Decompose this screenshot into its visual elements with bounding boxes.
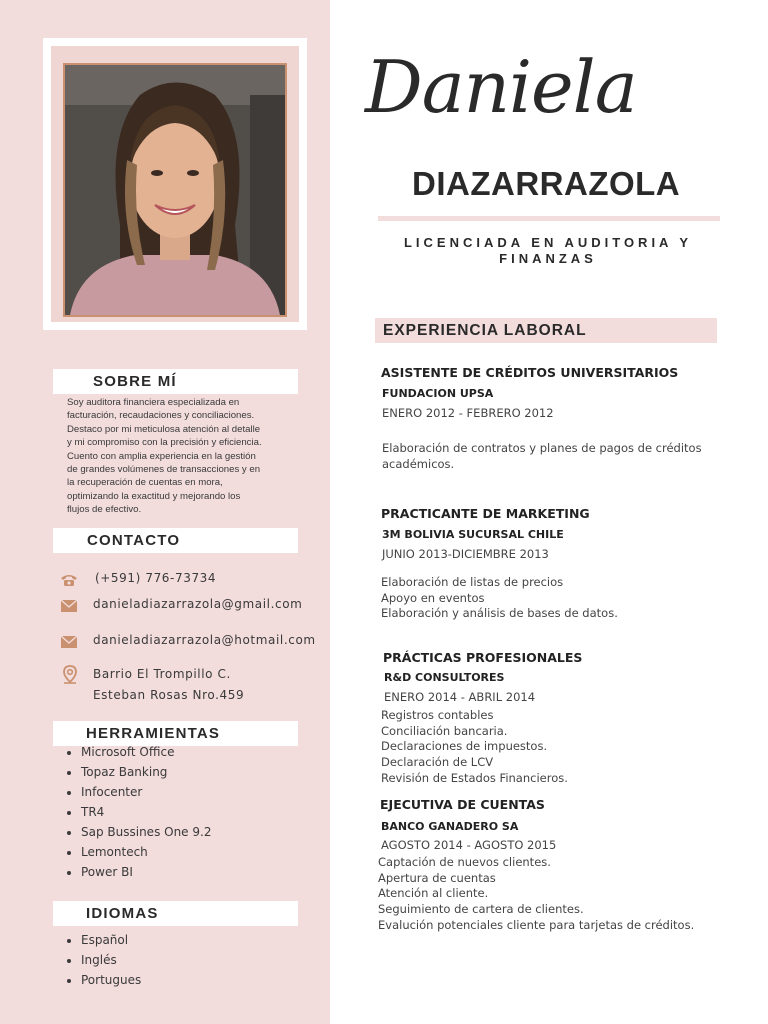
job-desc-line: Registros contables: [381, 708, 494, 722]
about-line: la recuperación de cuentas en mora,: [67, 477, 223, 489]
section-header-languages: [53, 901, 298, 926]
job-organization: BANCO GANADERO SA: [381, 820, 519, 833]
section-header-contact: [53, 528, 298, 553]
job-desc-line: académicos.: [382, 456, 455, 471]
section-title-contact: CONTACTO: [87, 532, 181, 549]
profession-title: LICENCIADA EN AUDITORIA Y FINANZAS: [403, 235, 693, 266]
job-title: PRÁCTICAS PROFESIONALES: [383, 650, 583, 665]
email-address[interactable]: danieladiazarrazola@hotmail.com: [93, 633, 316, 647]
list-item: • Microsoft Office: [81, 742, 211, 762]
job-desc-line: Elaboración y análisis de bases de datos.: [381, 606, 618, 621]
job-title: ASISTENTE DE CRÉDITOS UNIVERSITARIOS: [381, 365, 679, 380]
section-title-tools: HERRAMIENTAS: [86, 725, 221, 742]
job-organization: FUNDACION UPSA: [382, 387, 494, 400]
phone-icon: [60, 573, 78, 587]
job-date: AGOSTO 2014 - AGOSTO 2015: [381, 838, 557, 852]
job-desc-line: Declaraciones de impuestos.: [381, 739, 548, 754]
list-item: • Sap Bussines One 9.2: [81, 822, 211, 842]
about-line: facturación, recaudaciones y conciliaciones.: [67, 410, 255, 422]
job-desc-line: Conciliación bancaria.: [381, 723, 508, 738]
job-desc-line: Evalución potenciales cliente para tarjetas de créditos.: [378, 917, 695, 932]
job-desc-line: Captación de nuevos clientes.: [378, 855, 551, 869]
job-organization: 3M BOLIVIA SUCURSAL CHILE: [382, 528, 564, 541]
job-desc-line: Elaboración de listas de precios: [381, 575, 564, 589]
list-item: • Lemontech: [81, 842, 211, 862]
address-line: Barrio El Trompillo C.: [93, 667, 231, 681]
tools-list: [64, 742, 211, 882]
job-desc-line: Seguimiento de cartera de clientes.: [378, 902, 584, 917]
list-item: • Inglés: [81, 950, 141, 970]
job-date: ENERO 2012 - FEBRERO 2012: [382, 406, 554, 420]
job-date: ENERO 2014 - ABRIL 2014: [384, 690, 536, 704]
section-header-about: [53, 369, 298, 394]
profile-photo: [63, 63, 287, 317]
email-address[interactable]: danieladiazarrazola@gmail.com: [93, 597, 303, 611]
name-divider: [378, 216, 720, 221]
job-description: [381, 708, 568, 787]
job-desc-line: Atención al cliente.: [378, 886, 489, 901]
about-line: de grandes volúmenes de transacciones y en: [67, 464, 261, 476]
job-title: PRACTICANTE DE MARKETING: [381, 506, 590, 521]
job-desc-line: Revisión de Estados Financieros.: [381, 770, 568, 785]
about-line: y mi compromiso con la precisión y eficiencia.: [67, 437, 262, 449]
job-title: EJECUTIVA DE CUENTAS: [380, 797, 545, 812]
list-item: • Power BI: [81, 862, 211, 882]
address-line: Esteban Rosas Nro.459: [93, 687, 245, 702]
job-desc-line: Declaración de LCV: [381, 755, 494, 770]
about-line: optimizando la exactitud y mejorando los: [67, 490, 241, 502]
job-organization: R&D CONSULTORES: [384, 671, 505, 684]
job-date: JUNIO 2013-DICIEMBRE 2013: [382, 547, 549, 561]
job-description: [378, 855, 694, 934]
section-header-experience: [375, 318, 717, 343]
section-title-about: SOBRE MÍ: [93, 373, 177, 390]
about-text: [67, 396, 297, 517]
section-title-languages: IDIOMAS: [86, 905, 159, 922]
mail-icon: [60, 635, 78, 649]
list-item: • Infocenter: [81, 782, 211, 802]
about-line: Cuento con amplia experiencia en la gestión: [67, 450, 256, 462]
profile-photo-frame: [43, 38, 307, 330]
list-item: • Portugues: [81, 970, 141, 990]
mail-icon: [60, 599, 78, 613]
job-description: [381, 575, 618, 622]
about-line: Destaco por mi meticulosa atención al detalle: [67, 423, 261, 435]
job-desc-line: Elaboración de contratos y planes de pagos de créditos: [382, 441, 702, 455]
contact-address: [93, 664, 295, 705]
job-desc-line: Apoyo en eventos: [381, 590, 485, 605]
languages-list: [64, 930, 141, 990]
phone-number[interactable]: (+591) 776-73734: [95, 571, 217, 585]
list-item: • TR4: [81, 802, 211, 822]
section-title-experience: EXPERIENCIA LABORAL: [383, 322, 587, 339]
about-line: flujos de efectivo.: [67, 504, 142, 516]
list-item: • Español: [81, 930, 141, 950]
about-line: Soy auditora financiera especializada en: [67, 397, 240, 408]
first-name: Daniela: [365, 45, 637, 129]
job-desc-line: Apertura de cuentas: [378, 870, 496, 885]
location-pin-icon: [62, 665, 78, 685]
profile-photo-mat: [51, 46, 299, 322]
list-item: • Topaz Banking: [81, 762, 211, 782]
last-name: DIAZARRAZOLA: [412, 165, 681, 202]
job-description: [382, 441, 702, 472]
